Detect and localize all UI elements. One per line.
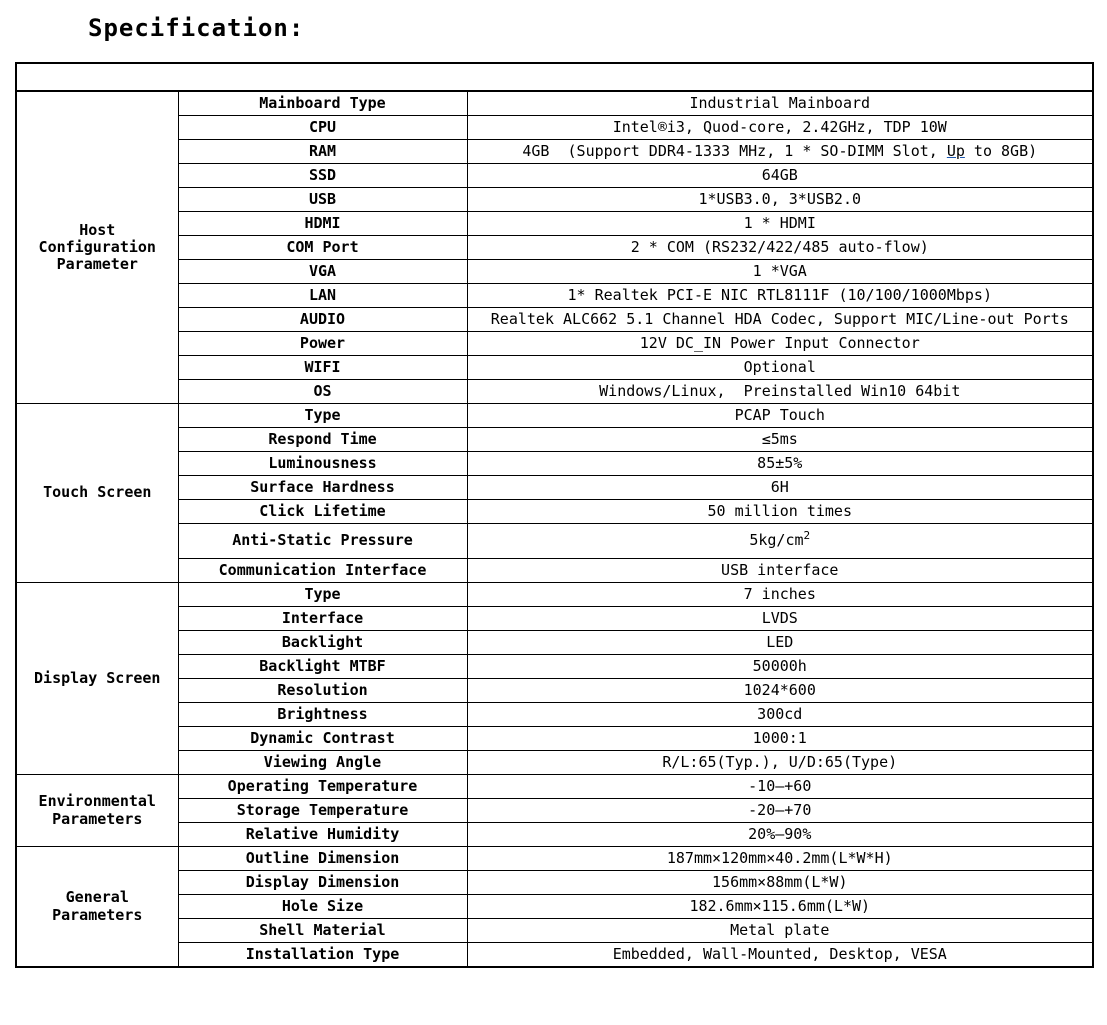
table-row [16, 679, 1093, 703]
category-cell: General Parameters [16, 847, 178, 968]
parameter-value-cell: 1 *VGA [467, 260, 1093, 284]
empty-header-cell [16, 63, 1093, 91]
table-row [16, 164, 1093, 188]
parameter-value-cell: 1* Realtek PCI-E NIC RTL8111F (10/100/1000Mbps) [467, 284, 1093, 308]
table-row [16, 476, 1093, 500]
parameter-value-cell: 4GB (Support DDR4-1333 MHz, 1 * SO-DIMM Slot, Up to 8GB) [467, 140, 1093, 164]
parameter-value-cell: Metal plate [467, 919, 1093, 943]
parameter-name-cell: OS [178, 380, 467, 404]
table-row [16, 91, 1093, 116]
page-title: Specification: [88, 14, 305, 42]
parameter-value-cell: 156mm×88mm(L*W) [467, 871, 1093, 895]
parameter-value-cell: ≤5ms [467, 428, 1093, 452]
parameter-name-cell: Luminousness [178, 452, 467, 476]
table-row [16, 919, 1093, 943]
parameter-value-cell: PCAP Touch [467, 404, 1093, 428]
table-row [16, 356, 1093, 380]
table-row [16, 703, 1093, 727]
parameter-value-cell: 300cd [467, 703, 1093, 727]
parameter-name-cell: Type [178, 404, 467, 428]
table-empty-header-row [16, 63, 1093, 91]
parameter-value-cell: 6H [467, 476, 1093, 500]
table-row [16, 799, 1093, 823]
table-row [16, 775, 1093, 799]
table-row [16, 871, 1093, 895]
parameter-name-cell: Backlight MTBF [178, 655, 467, 679]
parameter-name-cell: COM Port [178, 236, 467, 260]
parameter-name-cell: Anti-Static Pressure [178, 524, 467, 559]
category-cell: Touch Screen [16, 404, 178, 583]
parameter-value-cell: USB interface [467, 559, 1093, 583]
parameter-name-cell: Mainboard Type [178, 91, 467, 116]
parameter-name-cell: Power [178, 332, 467, 356]
table-row [16, 404, 1093, 428]
parameter-value-cell: 7 inches [467, 583, 1093, 607]
table-row [16, 308, 1093, 332]
parameter-value-cell: -10—+60 [467, 775, 1093, 799]
table-row [16, 583, 1093, 607]
table-row [16, 895, 1093, 919]
table-row [16, 140, 1093, 164]
parameter-value-cell: -20—+70 [467, 799, 1093, 823]
parameter-name-cell: Installation Type [178, 943, 467, 968]
parameter-value-cell: 50000h [467, 655, 1093, 679]
parameter-value-cell: 187mm×120mm×40.2mm(L*W*H) [467, 847, 1093, 871]
parameter-name-cell: Dynamic Contrast [178, 727, 467, 751]
parameter-value-cell: 1024*600 [467, 679, 1093, 703]
parameter-value-cell: 64GB [467, 164, 1093, 188]
parameter-name-cell: RAM [178, 140, 467, 164]
table-row [16, 559, 1093, 583]
table-row [16, 500, 1093, 524]
parameter-value-cell: Intel®i3, Quod-core, 2.42GHz, TDP 10W [467, 116, 1093, 140]
parameter-value-cell: Realtek ALC662 5.1 Channel HDA Codec, Support MIC/Line-out Ports [467, 308, 1093, 332]
parameter-name-cell: CPU [178, 116, 467, 140]
parameter-name-cell: Relative Humidity [178, 823, 467, 847]
table-row [16, 332, 1093, 356]
parameter-value-cell: Optional [467, 356, 1093, 380]
parameter-name-cell: HDMI [178, 212, 467, 236]
parameter-value-cell: $5kg/cm^2$ [467, 524, 1093, 559]
parameter-name-cell: Communication Interface [178, 559, 467, 583]
parameter-value-cell: LED [467, 631, 1093, 655]
parameter-value-cell: 2 * COM (RS232/422/485 auto-flow) [467, 236, 1093, 260]
parameter-value-cell: Industrial Mainboard [467, 91, 1093, 116]
parameter-name-cell: Display Dimension [178, 871, 467, 895]
parameter-value-cell: 1000:1 [467, 727, 1093, 751]
parameter-name-cell: Viewing Angle [178, 751, 467, 775]
superscript-text: 2 [803, 529, 811, 543]
underlined-text: Up [946, 141, 965, 160]
parameter-value-cell: R/L:65(Typ.), U/D:65(Type) [467, 751, 1093, 775]
table-row [16, 236, 1093, 260]
parameter-name-cell: Brightness [178, 703, 467, 727]
parameter-name-cell: Operating Temperature [178, 775, 467, 799]
parameter-name-cell: Click Lifetime [178, 500, 467, 524]
table-row [16, 631, 1093, 655]
table-row [16, 212, 1093, 236]
table-row [16, 260, 1093, 284]
table-row [16, 727, 1093, 751]
parameter-name-cell: WIFI [178, 356, 467, 380]
parameter-name-cell: Surface Hardness [178, 476, 467, 500]
parameter-name-cell: Resolution [178, 679, 467, 703]
parameter-name-cell: VGA [178, 260, 467, 284]
parameter-value-cell: 1*USB3.0, 3*USB2.0 [467, 188, 1093, 212]
parameter-name-cell: Type [178, 583, 467, 607]
parameter-name-cell: Outline Dimension [178, 847, 467, 871]
specification-table [15, 62, 1094, 968]
table-row [16, 452, 1093, 476]
parameter-name-cell: LAN [178, 284, 467, 308]
parameter-value-cell: 85±5% [467, 452, 1093, 476]
parameter-value-cell: 12V DC_IN Power Input Connector [467, 332, 1093, 356]
parameter-value-cell: 1 * HDMI [467, 212, 1093, 236]
table-row [16, 284, 1093, 308]
parameter-value-cell: LVDS [467, 607, 1093, 631]
table-row [16, 116, 1093, 140]
table-row [16, 823, 1093, 847]
table-row [16, 428, 1093, 452]
category-cell: Host Configuration Parameter [16, 91, 178, 404]
table-row [16, 847, 1093, 871]
parameter-name-cell: SSD [178, 164, 467, 188]
category-cell: Environmental Parameters [16, 775, 178, 847]
table-row [16, 655, 1093, 679]
parameter-name-cell: Shell Material [178, 919, 467, 943]
table-row [16, 751, 1093, 775]
parameter-name-cell: Backlight [178, 631, 467, 655]
table-row [16, 188, 1093, 212]
parameter-name-cell: Storage Temperature [178, 799, 467, 823]
parameter-name-cell: AUDIO [178, 308, 467, 332]
parameter-name-cell: Respond Time [178, 428, 467, 452]
parameter-name-cell: Hole Size [178, 895, 467, 919]
parameter-name-cell: Interface [178, 607, 467, 631]
parameter-value-cell: 182.6mm×115.6mm(L*W) [467, 895, 1093, 919]
parameter-value-cell: Windows/Linux, Preinstalled Win10 64bit [467, 380, 1093, 404]
table-row [16, 943, 1093, 968]
parameter-name-cell: USB [178, 188, 467, 212]
table-row [16, 524, 1093, 559]
table-row [16, 607, 1093, 631]
parameter-value-cell: 20%—90% [467, 823, 1093, 847]
table-row [16, 380, 1093, 404]
parameter-value-cell: 50 million times [467, 500, 1093, 524]
category-cell: Display Screen [16, 583, 178, 775]
parameter-value-cell: Embedded, Wall-Mounted, Desktop, VESA [467, 943, 1093, 968]
